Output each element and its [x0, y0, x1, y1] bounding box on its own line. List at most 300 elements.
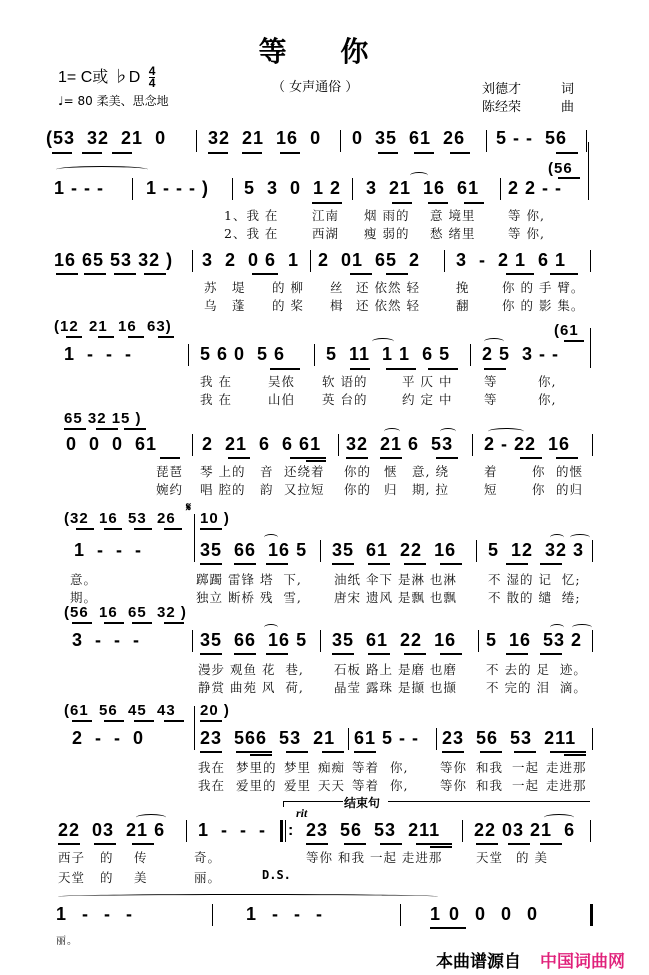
barline: [132, 178, 133, 200]
barline: [590, 250, 591, 272]
underline: [440, 653, 462, 655]
barline: [192, 250, 193, 272]
lyric-v2: 蓬: [232, 298, 246, 313]
lyric-v1: 平 仄 中: [402, 374, 453, 389]
measure: 1 - - -: [198, 820, 266, 840]
barline: [590, 820, 591, 842]
lyric-v1: 软 语的: [322, 374, 368, 389]
slur: [550, 534, 564, 541]
measure: 5 6 0 5 6: [200, 344, 286, 364]
song-subtitle: （ 女声通俗 ）: [272, 80, 359, 95]
barline: [472, 434, 473, 456]
underline: [540, 653, 562, 655]
barline: [592, 630, 593, 652]
underline: [228, 457, 250, 459]
lyric-v1: 丽。: [56, 936, 78, 947]
lyric-v1: 丝: [330, 280, 344, 295]
measure: 16 65 53 32 ): [54, 250, 174, 270]
measure: 2 - - 0: [72, 728, 145, 748]
barline: [436, 728, 437, 750]
underline: [158, 336, 174, 338]
lyric-v2: 走进那: [546, 778, 587, 793]
slur: [372, 338, 394, 345]
underline: [430, 927, 466, 929]
lyricist-name: 刘德才: [482, 82, 522, 97]
lyric-v2: 的归: [556, 482, 584, 497]
dal-segno-mark: D.S.: [262, 868, 291, 882]
instrument-cue: (56: [548, 160, 573, 177]
lyric-v2: 一起: [512, 778, 540, 793]
underline: [464, 202, 484, 204]
underline: [350, 273, 372, 275]
barline: [592, 728, 593, 750]
measure: 0 35 61 26: [352, 128, 466, 148]
lyric-v2: 静赏 曲苑 风 荷,: [198, 680, 304, 695]
barline: [400, 904, 401, 926]
underline: [104, 720, 124, 722]
underline: [52, 152, 72, 154]
time-sig-numerator: 4: [148, 64, 156, 79]
lyric-v1: 的 柳: [272, 280, 304, 295]
lyric-v2: 西湖: [312, 226, 340, 241]
lyric-v2: 翻: [456, 298, 470, 313]
underline: [98, 336, 114, 338]
underline: [56, 273, 78, 275]
underline: [132, 622, 152, 624]
site-name-link[interactable]: 中国词曲网: [540, 952, 625, 972]
lyric-v1: 西子: [58, 850, 86, 865]
underline: [132, 843, 154, 845]
lyric-v1: 琴 上的: [200, 464, 246, 479]
lyric-v1: 等着: [352, 760, 380, 775]
underline: [164, 528, 182, 530]
measure: (53 32 21 0: [46, 128, 167, 148]
tie: [58, 894, 438, 899]
measure: 2 21 6 6 61: [202, 434, 322, 454]
lyric-v2: 唐宋 遗风 是飘 也飘: [334, 590, 457, 605]
underline: [416, 843, 452, 845]
barline: [590, 328, 591, 368]
underline: [270, 368, 300, 370]
barline: [194, 514, 195, 562]
underline: [234, 653, 256, 655]
underline: [200, 720, 222, 722]
measure: 1 - - -: [246, 904, 324, 924]
measure: 3 - - -: [72, 630, 140, 650]
lyric-v2: 你的: [344, 482, 372, 497]
lyric-v1: 等你: [440, 760, 468, 775]
barline: [212, 904, 213, 926]
barline: [500, 178, 501, 200]
lyric-v1: 你: [532, 464, 546, 479]
underline: [112, 152, 132, 154]
tie: [570, 534, 590, 541]
lyric-v2: 美: [134, 870, 148, 885]
lyric-v1: 等 你,: [508, 208, 545, 223]
lyric-v1: 烟 雨的: [364, 208, 410, 223]
final-barline: [590, 904, 593, 926]
measure: 3 21 16 61: [366, 178, 480, 198]
measure: 2 2 - -: [508, 178, 563, 198]
lyric-v1: 不 湿的 记 忆;: [488, 572, 581, 587]
lyric-v1: 踯躅 雷锋 塔 下,: [196, 572, 302, 587]
underline: [94, 843, 116, 845]
underline: [286, 751, 308, 753]
underline: [404, 653, 426, 655]
lyric-v1: 等: [484, 374, 498, 389]
instrument-cue: (61 56 45 43: [64, 702, 176, 719]
underline: [540, 843, 562, 845]
underline: [306, 843, 328, 845]
lyric-v1: 惬: [384, 464, 398, 479]
barline: [586, 130, 587, 152]
underline: [200, 653, 222, 655]
key-label: 1= C或 ♭D: [58, 69, 141, 86]
lyric-v2: 我在: [198, 778, 226, 793]
barline: [188, 344, 189, 366]
measure: 23 56 53 211: [306, 820, 441, 840]
lyric-v2: 等 你,: [508, 226, 545, 241]
barline: [320, 540, 321, 562]
composer-role: 曲: [561, 100, 575, 115]
key-signature: [58, 64, 155, 89]
underline: [124, 428, 146, 430]
measure: 35 66 16 5: [200, 540, 308, 560]
underline: [368, 653, 390, 655]
lyric-v1: 挽: [456, 280, 470, 295]
lyric-v1: 你 的 手 臂。: [502, 280, 585, 295]
measure: 1 0 0 0 0: [430, 904, 540, 924]
underline: [322, 751, 344, 753]
measure: 1 - - - ): [146, 178, 209, 198]
measure: 5 16 53 2: [486, 630, 583, 650]
underline: [564, 754, 586, 756]
lyric-v2: 英 台的: [322, 392, 368, 407]
lyric-v1: 的 美: [516, 850, 548, 865]
barline: [338, 434, 339, 456]
underline: [280, 152, 300, 154]
measure: 23 566 53 21: [200, 728, 336, 748]
underline: [266, 653, 288, 655]
lyric-v2: 又拉短: [284, 482, 325, 497]
lyric-v2: 等你: [440, 778, 468, 793]
measure: 2 5 3 - -: [482, 344, 560, 364]
underline: [160, 457, 180, 459]
measure: 5 3 0 1 2: [244, 178, 342, 198]
lyric-v1: 堤: [232, 280, 246, 295]
repeat-start-barline: [280, 820, 283, 842]
lyric-v1: 音: [260, 464, 274, 479]
lyricist-role: 词: [561, 82, 575, 97]
lyric-v2: 独立 断桥 残 雪,: [196, 590, 302, 605]
underline: [208, 152, 228, 154]
lyric-v2: 你 的 影 集。: [502, 298, 585, 313]
underline: [72, 720, 92, 722]
measure: 22 03 21 6: [58, 820, 166, 840]
tempo-marking: ♩= 80 柔美、思念地: [58, 94, 169, 108]
underline: [350, 368, 370, 370]
lyric-v2: 瘦 弱的: [364, 226, 410, 241]
lyric-v1: 意 境里: [430, 208, 476, 223]
underline: [368, 563, 390, 565]
lyric-v1: 1、我 在: [224, 208, 279, 223]
underline: [104, 622, 124, 624]
song-title: 等 你: [258, 35, 391, 68]
underline: [404, 563, 426, 565]
underline: [436, 457, 458, 459]
underline: [540, 563, 562, 565]
lyric-v1: 奇。: [194, 850, 222, 865]
lyric-v1: 还绕着: [284, 464, 325, 479]
measure: 0 0 0 61: [66, 434, 158, 454]
underline: [344, 843, 366, 845]
lyric-v1: 的惬: [556, 464, 584, 479]
barline: [592, 540, 593, 562]
underline: [164, 720, 184, 722]
measure: 5 12 32 3: [488, 540, 585, 560]
measure: 3 2 0 6 1: [202, 250, 300, 270]
barline: [348, 728, 349, 750]
underline: [378, 152, 398, 154]
underline: [450, 152, 470, 154]
lyric-v1: 一起: [512, 760, 540, 775]
lyric-v2: 爱里的: [236, 778, 277, 793]
lyric-v2: 乌: [204, 298, 218, 313]
underline: [414, 152, 434, 154]
measure: 22 03 21 6: [474, 820, 576, 840]
ending-bracket: [283, 801, 343, 802]
instrument-cue: 65 32 15 ): [64, 410, 142, 427]
barline: [588, 142, 589, 200]
measure: 1 - - -: [74, 540, 142, 560]
tie: [56, 166, 148, 173]
underline: [312, 202, 342, 204]
underline: [236, 751, 272, 753]
underline: [550, 273, 578, 275]
underline: [392, 202, 412, 204]
lyric-v1: 天堂: [476, 850, 504, 865]
instrument-cue: (32 16 53 26: [64, 510, 176, 527]
underline: [556, 152, 578, 154]
slur: [264, 624, 278, 631]
lyric-v2: 爱里: [284, 778, 312, 793]
underline: [386, 273, 408, 275]
lyric-v2: 你,: [538, 392, 557, 407]
lyric-v1: 石板 路上 是磨 也磨: [334, 662, 457, 677]
underline: [332, 653, 354, 655]
lyric-v1: 不 去的 足 迹。: [486, 662, 587, 677]
lyric-v1: 走进那: [546, 760, 587, 775]
barline: [340, 130, 341, 152]
barline: [478, 630, 479, 652]
lyric-v1: 还 依然 轻: [356, 280, 420, 295]
barline: [314, 344, 315, 366]
underline: [476, 843, 498, 845]
lyric-v2: 不 散的 缱 绻;: [488, 590, 581, 605]
lyric-v1: 梦里: [284, 760, 312, 775]
barline: [196, 130, 197, 152]
barline: [192, 630, 193, 652]
barline: [192, 434, 193, 456]
underline: [72, 622, 92, 624]
slur: [384, 428, 400, 435]
slur: [488, 428, 524, 435]
underline: [514, 751, 536, 753]
lyric-v1: 漫步 观鱼 花 巷,: [198, 662, 304, 677]
measure: 2 01 65 2: [318, 250, 421, 270]
measure: 32 21 16 0: [208, 128, 322, 148]
underline: [134, 720, 154, 722]
lyric-v2: 等: [484, 392, 498, 407]
measure: 23 56 53 211: [442, 728, 577, 748]
lyric-v2: 期, 拉: [412, 482, 449, 497]
barline: [592, 434, 593, 456]
lyric-v2: 丽。: [194, 870, 222, 885]
underline: [134, 528, 152, 530]
lyric-v2: 婉约: [156, 482, 184, 497]
slur: [550, 624, 564, 631]
underline: [234, 563, 256, 565]
repeat-start-barline: [285, 820, 286, 842]
lyric-v2: 的 桨: [272, 298, 304, 313]
underline: [508, 843, 530, 845]
underline: [200, 751, 222, 753]
ending-bracket: [388, 801, 590, 802]
instrument-cue: (12 21 16 63): [54, 318, 172, 335]
ritardando-mark: rit: [296, 806, 308, 820]
underline: [76, 528, 94, 530]
measure: 35 61 22 16: [332, 630, 457, 650]
underline: [200, 563, 222, 565]
ending-bracket-tick: [283, 801, 284, 807]
lyric-v1: 琵琶: [156, 464, 184, 479]
barline: [476, 540, 477, 562]
instrument-cue: 20 ): [200, 702, 230, 719]
lyric-v2: 约 定 中: [402, 392, 453, 407]
underline: [82, 152, 102, 154]
underline: [114, 273, 136, 275]
underline: [144, 273, 166, 275]
lyric-v1: 我在: [198, 760, 226, 775]
barline: [444, 250, 445, 272]
measure: 1 - - -: [56, 904, 134, 924]
lyric-v1: 意。: [70, 572, 98, 587]
underline: [386, 368, 416, 370]
underline: [564, 340, 584, 342]
instrument-cue: (61: [554, 322, 579, 339]
lyric-v1: 等你 和我 一起 走进那: [306, 850, 443, 865]
lyric-v2: 的: [100, 870, 114, 885]
lyric-v2: 你: [532, 482, 546, 497]
lyric-v1: 吴侬: [268, 374, 296, 389]
barline: [352, 178, 353, 200]
lyric-v1: 的: [100, 850, 114, 865]
underline: [506, 273, 534, 275]
underline: [380, 843, 402, 845]
lyric-v2: 天堂: [58, 870, 86, 885]
measure: 35 66 16 5: [200, 630, 308, 650]
barline: [186, 820, 187, 842]
lyric-v2: 晶莹 露珠 是撷 也撷: [334, 680, 457, 695]
instrument-cue: (56 16 65 32 ): [64, 604, 187, 621]
time-signature: [149, 66, 156, 89]
lyric-v2: 天天: [318, 778, 346, 793]
underline: [506, 563, 528, 565]
measure: 1 - - -: [64, 344, 132, 364]
lyric-v1: 传: [134, 850, 148, 865]
barline: [462, 820, 463, 842]
underline: [266, 563, 288, 565]
barline: [194, 706, 195, 750]
underline: [550, 751, 586, 753]
time-sig-denominator: 4: [148, 76, 156, 91]
underline: [332, 563, 354, 565]
measure: 61 5 - -: [354, 728, 420, 748]
underline: [164, 622, 184, 624]
lyric-v2: 山伯: [268, 392, 296, 407]
segno-icon: 𝄋: [186, 500, 192, 514]
underline: [520, 457, 542, 459]
underline: [484, 368, 506, 370]
barline: [310, 250, 311, 272]
underline: [84, 273, 106, 275]
underline: [104, 528, 122, 530]
lyric-v1: 苏: [204, 280, 218, 295]
lyric-v2: 归: [384, 482, 398, 497]
underline: [354, 751, 376, 753]
repeat-dots: :: [288, 822, 294, 839]
lyric-v2: 2、我 在: [224, 226, 279, 241]
underline: [346, 457, 368, 459]
measure: 1 - - -: [54, 178, 104, 198]
barline: [232, 178, 233, 200]
barline: [320, 630, 321, 652]
slur: [484, 338, 504, 345]
instrument-cue: 10 ): [200, 510, 230, 527]
underline: [66, 336, 82, 338]
underline: [428, 368, 458, 370]
measure: 5 - - 56: [496, 128, 568, 148]
lyric-v1: 意, 绕: [412, 464, 449, 479]
tie: [572, 624, 592, 631]
underline: [242, 152, 262, 154]
lyric-v2: 等着: [352, 778, 380, 793]
lyric-v1: 你,: [390, 760, 409, 775]
underline: [428, 202, 448, 204]
lyric-v2: 和我: [476, 778, 504, 793]
source-label: 本曲谱源自: [436, 952, 521, 972]
underline: [440, 563, 462, 565]
lyric-v2: 我 在: [200, 392, 232, 407]
underline: [128, 336, 144, 338]
slur: [410, 172, 428, 179]
underline: [200, 528, 222, 530]
lyric-v2: 还 依然 轻: [356, 298, 420, 313]
underline: [442, 751, 464, 753]
lyric-v1: 油纸 伞下 是淋 也淋: [334, 572, 457, 587]
lyric-v2: 愁 绪里: [430, 226, 476, 241]
lyric-v2: 不 完的 泪 滴。: [486, 680, 587, 695]
underline: [290, 457, 326, 459]
lyric-v2: 短: [484, 482, 498, 497]
composer-name: 陈经荣: [482, 100, 522, 115]
underline: [506, 653, 528, 655]
lyric-v1: 我 在: [200, 374, 232, 389]
measure: 5 11 1 1 6 5: [326, 344, 451, 364]
underline: [480, 751, 502, 753]
lyric-v1: 你的: [344, 464, 372, 479]
underline: [250, 754, 272, 756]
